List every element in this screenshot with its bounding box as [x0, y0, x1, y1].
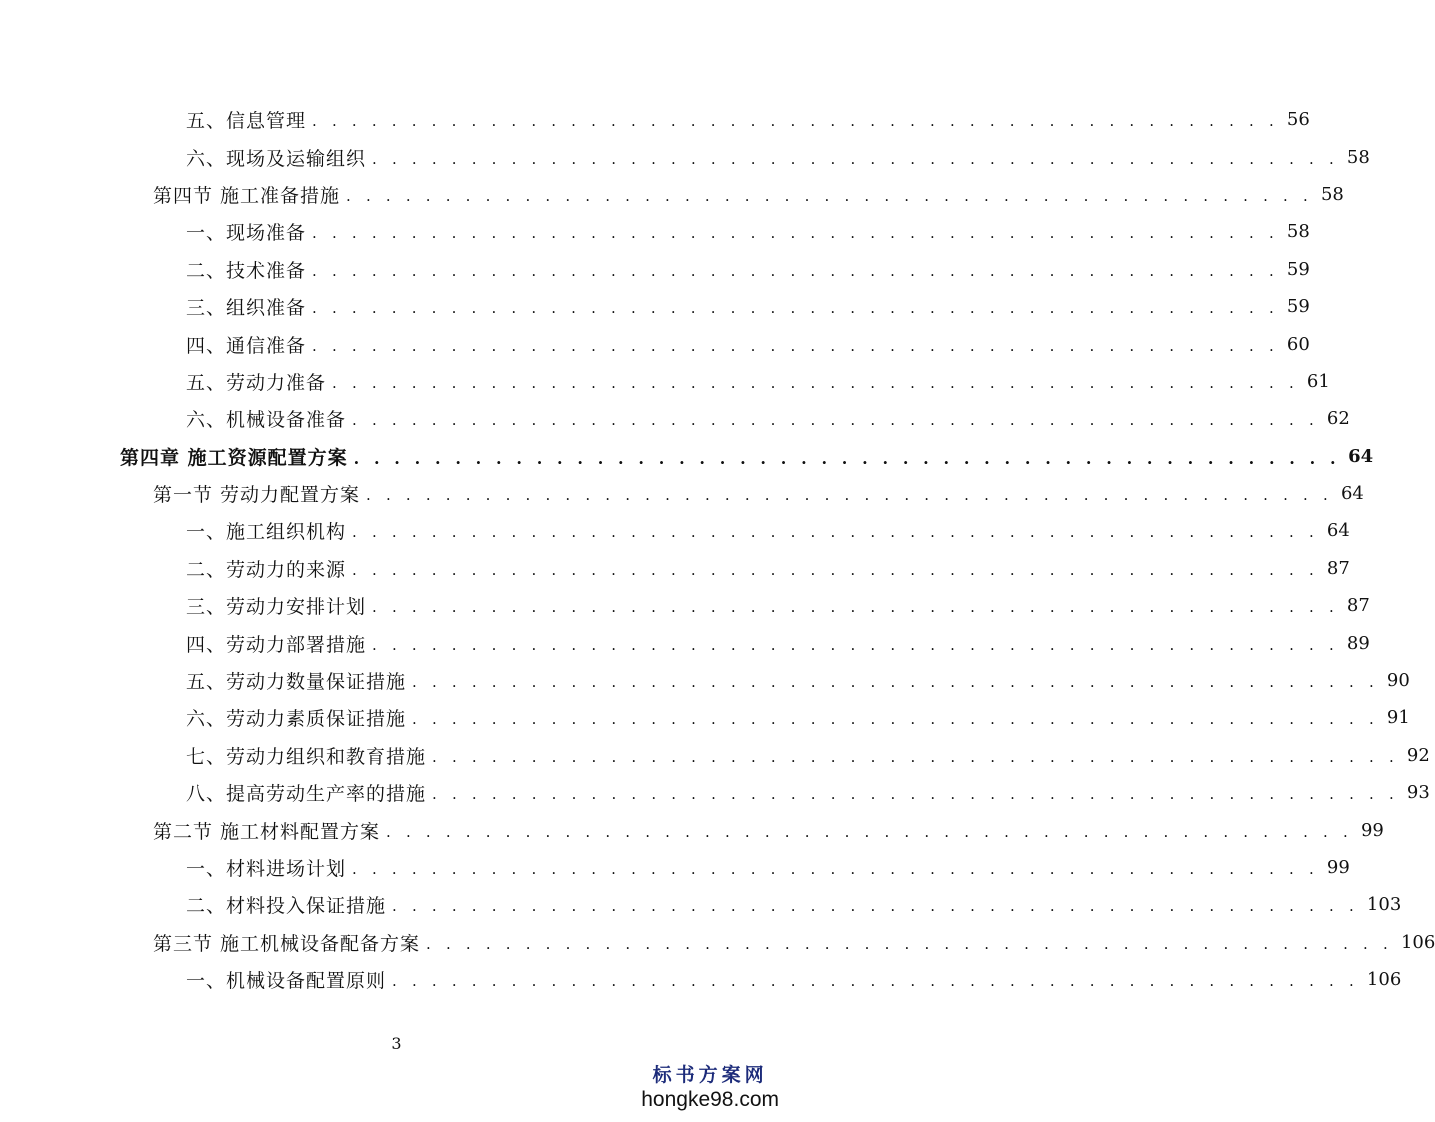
- toc-dot-leader: . . . . . . . . . . . . . . . . . . . . . . . . . . . . . . . . . . . . . . . . . . . . . . . . .: [372, 149, 1339, 168]
- toc-entry-label: 三、劳动力安排计划: [186, 596, 367, 619]
- toc-entry-page: 106: [1366, 969, 1402, 991]
- toc-entry-label: 一、现场准备: [186, 222, 307, 245]
- toc-entry-page: 60: [1286, 333, 1310, 355]
- toc-entry-page: 99: [1326, 857, 1350, 878]
- toc-dot-leader: . . . . . . . . . . . . . . . . . . . . . . . . . . . . . . . . . . . . . . . . . . . . . . . . .: [312, 299, 1279, 318]
- toc-entry[interactable]: [0, 325, 1310, 362]
- toc-entry-label: 七、劳动力组织和教育措施: [186, 745, 427, 768]
- toc-entry[interactable]: [0, 737, 1430, 774]
- toc-entry-page: 93: [1406, 782, 1430, 804]
- toc-entry-label: 六、机械设备准备: [186, 409, 347, 432]
- toc-entry-label: 八、提高劳动生产率的措施: [186, 783, 427, 806]
- toc-entry-page: 56: [1286, 109, 1310, 131]
- toc-dot-leader: . . . . . . . . . . . . . . . . . . . . . . . . . . . . . . . . . . . . . . . . . . . . . . . . .: [352, 411, 1319, 430]
- toc-entry-label: 二、劳动力的来源: [186, 558, 347, 581]
- toc-entry[interactable]: [0, 624, 1370, 661]
- toc-entry[interactable]: [0, 924, 1435, 961]
- watermark-logo: [641, 1062, 779, 1112]
- toc-entry-page: 90: [1386, 670, 1410, 692]
- toc-entry-label: 一、机械设备配置原则: [186, 970, 387, 993]
- toc-dot-leader: . . . . . . . . . . . . . . . . . . . . . . . . . . . . . . . . . . . . . . . . . . . . . . . . .: [392, 972, 1359, 991]
- toc-dot-leader: . . . . . . . . . . . . . . . . . . . . . . . . . . . . . . . . . . . . . . . . . . . . . . . . .: [312, 336, 1279, 355]
- toc-entry[interactable]: [0, 699, 1410, 736]
- toc-entry[interactable]: [0, 550, 1350, 587]
- toc-entry-label: 第二节 施工材料配置方案: [153, 820, 381, 843]
- toc-entry-page: 92: [1406, 744, 1430, 766]
- toc-entry-page: 58: [1346, 146, 1370, 168]
- toc-entry[interactable]: [0, 213, 1310, 250]
- toc-entry[interactable]: [0, 288, 1310, 325]
- toc-entry-label: 五、信息管理: [186, 110, 307, 133]
- toc-dot-leader: . . . . . . . . . . . . . . . . . . . . . . . . . . . . . . . . . . . . . . . . . . . . . . . . .: [426, 934, 1393, 953]
- table-of-contents: [0, 101, 1435, 998]
- toc-dot-leader: . . . . . . . . . . . . . . . . . . . . . . . . . . . . . . . . . . . . . . . . . . . . . . . . .: [352, 860, 1319, 878]
- toc-dot-leader: . . . . . . . . . . . . . . . . . . . . . . . . . . . . . . . . . . . . . . . . . . . . . . . . .: [332, 373, 1299, 392]
- toc-dot-leader: . . . . . . . . . . . . . . . . . . . . . . . . . . . . . . . . . . . . . . . . . . . . . . . . .: [312, 112, 1279, 131]
- toc-entry-label: 六、现场及运输组织: [186, 147, 367, 170]
- toc-entry[interactable]: [0, 363, 1330, 400]
- toc-entry[interactable]: [0, 811, 1384, 848]
- toc-entry[interactable]: [0, 587, 1370, 624]
- toc-entry-page: 59: [1286, 296, 1310, 318]
- toc-entry-label: 五、劳动力数量保证措施: [186, 671, 407, 694]
- toc-entry-page: 61: [1306, 370, 1330, 392]
- toc-entry-page: 99: [1360, 819, 1384, 841]
- toc-dot-leader: . . . . . . . . . . . . . . . . . . . . . . . . . . . . . . . . . . . . . . . . . . . . . . . . .: [386, 822, 1353, 841]
- toc-entry-page: 64: [1340, 483, 1364, 505]
- toc-dot-leader: . . . . . . . . . . . . . . . . . . . . . . . . . . . . . . . . . . . . . . . . . . . . . . . . .: [412, 710, 1379, 729]
- toc-entry-label: 五、劳动力准备: [186, 371, 327, 394]
- toc-dot-leader: . . . . . . . . . . . . . . . . . . . . . . . . . . . . . . . . . . . . . . . . . . . . . . . . .: [372, 635, 1339, 654]
- toc-entry-label: 第一节 劳动力配置方案: [153, 484, 361, 507]
- toc-entry-label: 二、材料投入保证措施: [186, 895, 387, 918]
- toc-entry-page: 64: [1348, 445, 1374, 467]
- toc-entry-page: 64: [1326, 520, 1350, 542]
- toc-entry-page: 87: [1326, 557, 1350, 579]
- toc-entry-label: 第三节 施工机械设备配备方案: [153, 932, 421, 955]
- toc-entry-page: 103: [1366, 894, 1402, 916]
- toc-dot-leader: . . . . . . . . . . . . . . . . . . . . . . . . . . . . . . . . . . . . . . . . . . . . . . . . .: [372, 598, 1339, 617]
- toc-dot-leader: . . . . . . . . . . . . . . . . . . . . . . . . . . . . . . . . . . . . . . . . . . . . . . . . .: [353, 448, 1341, 468]
- toc-entry-label: 四、通信准备: [186, 334, 307, 357]
- toc-dot-leader: . . . . . . . . . . . . . . . . . . . . . . . . . . . . . . . . . . . . . . . . . . . . . . . . .: [352, 523, 1319, 542]
- toc-entry[interactable]: [0, 101, 1310, 138]
- toc-entry[interactable]: [0, 886, 1402, 923]
- toc-entry[interactable]: [0, 662, 1410, 699]
- toc-dot-leader: . . . . . . . . . . . . . . . . . . . . . . . . . . . . . . . . . . . . . . . . . . . . . . . . .: [432, 747, 1399, 766]
- toc-entry[interactable]: [0, 176, 1344, 213]
- toc-entry-page: 89: [1346, 632, 1370, 654]
- toc-entry[interactable]: [0, 438, 1374, 475]
- toc-entry[interactable]: [0, 251, 1310, 288]
- watermark-title: 标书方案网: [652, 1064, 768, 1086]
- toc-dot-leader: . . . . . . . . . . . . . . . . . . . . . . . . . . . . . . . . . . . . . . . . . . . . . . . . .: [312, 261, 1279, 280]
- toc-entry[interactable]: [0, 475, 1364, 512]
- toc-entry[interactable]: [0, 961, 1402, 998]
- page-number: 3: [391, 1034, 402, 1053]
- toc-entry[interactable]: [0, 774, 1430, 811]
- toc-entry-label: 第四章 施工资源配置方案: [120, 446, 348, 469]
- toc-entry-page: 58: [1320, 183, 1344, 205]
- toc-entry[interactable]: [0, 512, 1350, 549]
- toc-entry-label: 一、施工组织机构: [186, 521, 347, 544]
- toc-dot-leader: . . . . . . . . . . . . . . . . . . . . . . . . . . . . . . . . . . . . . . . . . . . . . . . . .: [346, 186, 1313, 205]
- toc-entry-page: 106: [1400, 931, 1435, 953]
- toc-dot-leader: . . . . . . . . . . . . . . . . . . . . . . . . . . . . . . . . . . . . . . . . . . . . . . . . .: [392, 897, 1359, 916]
- toc-entry-label: 四、劳动力部署措施: [186, 633, 367, 656]
- watermark-url: hongke98.com: [641, 1088, 779, 1111]
- toc-entry-page: 58: [1286, 221, 1310, 243]
- toc-entry-page: 87: [1346, 595, 1370, 617]
- toc-entry-page: 62: [1326, 408, 1350, 430]
- toc-entry-label: 一、材料进场计划: [186, 858, 347, 880]
- toc-dot-leader: . . . . . . . . . . . . . . . . . . . . . . . . . . . . . . . . . . . . . . . . . . . . . . . . .: [412, 673, 1379, 692]
- toc-entry[interactable]: [0, 849, 1350, 886]
- toc-entry-page: 91: [1386, 707, 1410, 729]
- toc-entry-label: 六、劳动力素质保证措施: [186, 708, 407, 731]
- toc-entry[interactable]: [0, 138, 1370, 175]
- toc-entry-label: 第四节 施工准备措施: [153, 184, 341, 207]
- toc-entry-label: 三、组织准备: [186, 297, 307, 320]
- toc-entry[interactable]: [0, 400, 1350, 437]
- toc-entry-page: 59: [1286, 258, 1310, 280]
- toc-dot-leader: . . . . . . . . . . . . . . . . . . . . . . . . . . . . . . . . . . . . . . . . . . . . . . . . .: [352, 560, 1319, 579]
- toc-dot-leader: . . . . . . . . . . . . . . . . . . . . . . . . . . . . . . . . . . . . . . . . . . . . . . . . .: [366, 486, 1333, 505]
- toc-entry-label: 二、技术准备: [186, 259, 307, 282]
- toc-dot-leader: . . . . . . . . . . . . . . . . . . . . . . . . . . . . . . . . . . . . . . . . . . . . . . . . .: [432, 785, 1399, 804]
- toc-dot-leader: . . . . . . . . . . . . . . . . . . . . . . . . . . . . . . . . . . . . . . . . . . . . . . . . .: [312, 224, 1279, 243]
